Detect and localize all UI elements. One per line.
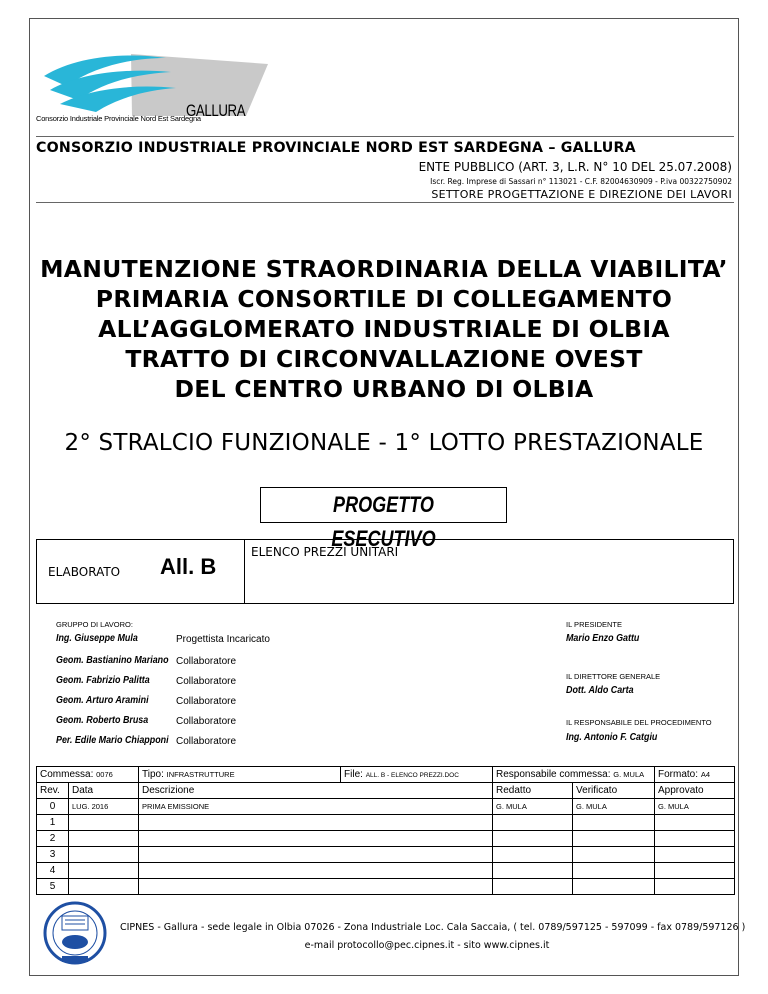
rev-verificato [573, 879, 655, 895]
table-row [37, 815, 735, 831]
logo-subtext: Consorzio Industriale Provinciale Nord Est Sardegna [36, 114, 201, 123]
rev-verificato [573, 831, 655, 847]
official-name: Ing. Antonio F. Catgiu [566, 731, 658, 743]
title-line: DEL CENTRO URBANO DI OLBIA [174, 375, 594, 403]
header-approvato: Approvato [655, 783, 735, 799]
certification-seal-icon [40, 896, 110, 970]
table-header-row [37, 783, 735, 799]
header-rev: Rev. [37, 783, 69, 799]
rev-redatto [493, 863, 573, 879]
commessa-value: 0076 [96, 770, 113, 779]
header-descrizione: Descrizione [139, 783, 493, 799]
rev-date: LUG. 2016 [69, 799, 139, 815]
formato-value: A4 [700, 770, 710, 779]
team-member-name: Geom. Roberto Brusa [56, 714, 149, 726]
rev-description [139, 863, 493, 879]
table-row [37, 831, 735, 847]
rev-description [139, 847, 493, 863]
team-member-name: Geom. Arturo Aramini [56, 694, 149, 706]
rev-approvato: G. MULA [655, 799, 735, 815]
team-member-role: Collaboratore [176, 716, 237, 727]
rev-approvato [655, 879, 735, 895]
table-row [37, 879, 735, 895]
rev-description [139, 879, 493, 895]
team-member-role: Collaboratore [176, 736, 237, 747]
progetto-box [260, 487, 507, 551]
responsabile-label: Responsabile commessa: [496, 769, 611, 780]
team-member-role: Collaboratore [176, 656, 237, 667]
rev-redatto [493, 831, 573, 847]
header-rule-bottom [36, 202, 734, 203]
rev-verificato: G. MULA [573, 799, 655, 815]
rev-number: 1 [37, 815, 69, 831]
commessa-label: Commessa: [40, 769, 94, 780]
tipo-label: Tipo: [142, 769, 164, 780]
header-verificato: Verificato [573, 783, 655, 799]
rev-number: 3 [37, 847, 69, 863]
rev-date [69, 815, 139, 831]
team-member-name: Geom. Bastianino Mariano [56, 654, 169, 666]
tipo-value: INFRASTRUTTURE [166, 770, 235, 779]
table-row [37, 863, 735, 879]
formato-label: Formato: [658, 769, 699, 780]
formato-cell [655, 767, 735, 783]
elaborato-code: All. B [160, 554, 217, 579]
header-redatto: Redatto [493, 783, 573, 799]
rev-date [69, 863, 139, 879]
consorzio-name: CONSORZIO INDUSTRIALE PROVINCIALE NORD EST SARDEGNA – GALLURA [36, 140, 636, 156]
tipo-cell [139, 767, 341, 783]
team-member-role: Collaboratore [176, 696, 237, 707]
settore: SETTORE PROGETTAZIONE E DIREZIONE DEI LAVORI [431, 188, 732, 201]
official-name: Dott. Aldo Carta [566, 684, 634, 696]
elaborato-divider [244, 539, 245, 604]
rev-verificato [573, 863, 655, 879]
footer-address: CIPNES - Gallura - sede legale in Olbia 07026 - Zona Industriale Loc. Cala Saccaia, ( tel. 0789/597125 - 597099 - fax 0789/597126 ) [120, 922, 746, 933]
header-rule [36, 136, 734, 137]
file-label: File: [344, 769, 363, 780]
elaborato-label: ELABORATO [48, 565, 121, 579]
title-line: TRATTO DI CIRCONVALLAZIONE OVEST [125, 345, 643, 373]
responsabile-cell [493, 767, 655, 783]
ente-pubblico: ENTE PUBBLICO (ART. 3, L.R. N° 10 DEL 25.07.2008) [418, 160, 732, 174]
title-line: ALL’AGGLOMERATO INDUSTRIALE DI OLBIA [98, 315, 670, 343]
rev-verificato [573, 815, 655, 831]
rev-approvato [655, 863, 735, 879]
elaborato-description: ELENCO PREZZI UNITARI [251, 545, 399, 559]
title-line: MANUTENZIONE STRAORDINARIA DELLA VIABILITA’ [40, 255, 728, 283]
official-title: IL DIRETTORE GENERALE [566, 672, 661, 681]
revision-table [36, 766, 735, 895]
commessa-cell [37, 767, 139, 783]
rev-date [69, 879, 139, 895]
team-member-name: Per. Edile Mario Chiapponi [56, 734, 169, 746]
rev-redatto [493, 879, 573, 895]
project-title [29, 254, 739, 404]
rev-date [69, 831, 139, 847]
rev-description [139, 815, 493, 831]
rev-number: 5 [37, 879, 69, 895]
official-name: Mario Enzo Gattu [566, 632, 640, 644]
header-data: Data [69, 783, 139, 799]
iscrizione-registro: Iscr. Reg. Imprese di Sassari n° 113021 - C.F. 82004630909 - P.iva 00322750902 [430, 177, 732, 186]
rev-verificato [573, 847, 655, 863]
rev-number: 4 [37, 863, 69, 879]
title-line: PRIMARIA CONSORTILE DI COLLEGAMENTO [95, 285, 673, 313]
logo-gallura-text: GALLURA [186, 101, 246, 120]
rev-approvato [655, 831, 735, 847]
team-member-role: Collaboratore [176, 676, 237, 687]
rev-description: PRIMA EMISSIONE [139, 799, 493, 815]
rev-date [69, 847, 139, 863]
team-heading: GRUPPO DI LAVORO: [56, 620, 133, 629]
team-member-name: Ing. Giuseppe Mula [56, 632, 138, 644]
rev-approvato [655, 815, 735, 831]
rev-number: 2 [37, 831, 69, 847]
table-row [37, 799, 735, 815]
rev-redatto [493, 847, 573, 863]
responsabile-value: G. MULA [613, 770, 645, 779]
official-title: IL RESPONSABILE DEL PROCEDIMENTO [566, 718, 712, 727]
rev-number: 0 [37, 799, 69, 815]
progetto-label: PROGETTO ESECUTIVO [331, 492, 436, 551]
footer-contacts: e-mail protocollo@pec.cipnes.it - sito www.cipnes.it [304, 940, 550, 951]
rev-redatto: G. MULA [493, 799, 573, 815]
team-member-name: Geom. Fabrizio Palitta [56, 674, 150, 686]
file-cell [341, 767, 493, 783]
stralcio-subtitle: 2° STRALCIO FUNZIONALE - 1° LOTTO PRESTAZIONALE [64, 430, 704, 456]
table-row [37, 767, 735, 783]
official-title: IL PRESIDENTE [566, 620, 622, 629]
file-value: ALL. B - ELENCO PREZZI.DOC [365, 772, 459, 779]
team-member-role: Progettista Incaricato [176, 634, 270, 645]
table-row [37, 847, 735, 863]
rev-redatto [493, 815, 573, 831]
rev-description [139, 831, 493, 847]
rev-approvato [655, 847, 735, 863]
